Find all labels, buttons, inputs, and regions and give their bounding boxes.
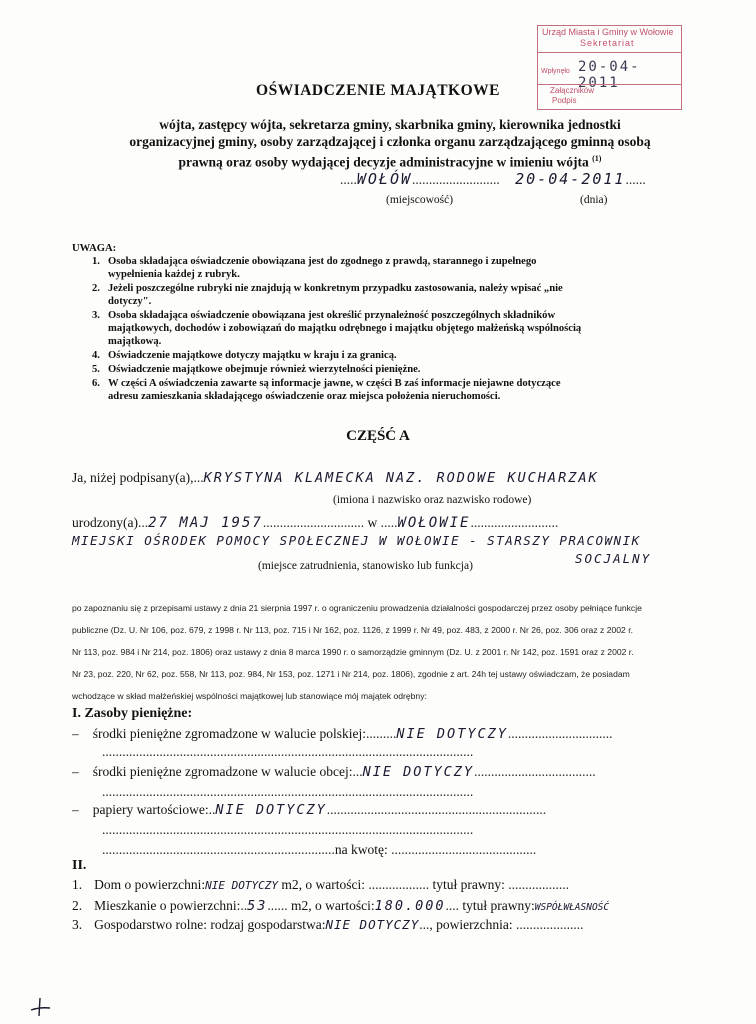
farm-type: NIE DOTYCZY xyxy=(325,917,420,932)
note-item: 5. Oświadczenie majątkowe obejmuje również wierzytelności pieniężne. xyxy=(92,364,421,375)
foreign-row: – środki pieniężne zgromadzone w walucie obcej:...NIE DOTYCZY.................................... xyxy=(72,764,596,780)
stamp-received-date: 20-04-2011 xyxy=(578,59,641,91)
stamp-department: Sekretariat xyxy=(580,38,635,48)
securities-label: papiery wartościowe: xyxy=(92,802,209,817)
note-item: 4. Oświadczenie majątkowe dotyczy majątku w kraju i za granicą. xyxy=(92,350,397,361)
stamp-office: Urząd Miasta i Gminy w Wołowie xyxy=(542,27,674,37)
securities-value: NIE DOTYCZY xyxy=(215,802,327,818)
securities-row: – papiery wartościowe:..NIE DOTYCZY................................................................. xyxy=(72,802,547,818)
employment-value-2: SOCJALNY xyxy=(575,551,652,566)
apartment-value: 180.000 xyxy=(374,898,446,914)
name-value: KRYSTYNA KLAMECKA NAZ. RODOWE KUCHARZAK xyxy=(203,470,599,486)
house-area: NIE DOTYCZY xyxy=(205,879,278,892)
pln-label: środki pieniężne zgromadzone w walucie polskiej: xyxy=(92,726,367,741)
amount-label: na kwotę: xyxy=(334,842,388,857)
foreign-label: środki pieniężne zgromadzone w walucie obcej: xyxy=(92,764,353,779)
notes-heading: UWAGA: xyxy=(72,243,117,254)
stamp-signature-label: Podpis xyxy=(552,96,577,105)
employment-label: (miejsce zatrudnienia, stanowisko lub funkcja) xyxy=(258,560,473,572)
subtitle-footnote: (1) xyxy=(592,154,602,163)
section-1-heading: I. Zasoby pieniężne: xyxy=(72,706,193,721)
apartment-title: WSPÓŁWŁASNOŚĆ xyxy=(534,902,610,913)
subtitle-line: wójta, zastępcy wójta, sekretarza gminy, skarbnika gminy, kierownika jednostki xyxy=(159,117,621,132)
securities-blank-line: .............................................................................................................. xyxy=(102,822,474,837)
name-prefix: Ja, niżej podpisany(a), xyxy=(72,470,194,485)
farm-row: 3. Gospodarstwo rolne: rodzaj gospodarstwa:NIE DOTYCZY..., powierzchnia: .................... xyxy=(72,917,584,932)
date-value: 20-04-2011 xyxy=(515,170,626,188)
legal-text: po zapoznaniu się z przepisami ustawy z dnia 21 sierpnia 1997 r. o ograniczeniu prowadzenia działalności gospodarczej przez osoby pełniące funkcje publiczne (Dz. U. Nr 106, poz. 679, z 1998 r. Nr 113, poz. 715 i Nr 162, poz. 1126, z 1999 r. Nr 49, poz. 483, z 2000 r. Nr 26, poz. 306 oraz z 2002 r. Nr 113, poz. 984 i Nr 214, poz. 1806) oraz ustawy z dnia 8 marca 1990 r. o samorządzie gminnym (Dz. U. z 2001 r. Nr 142, poz. 1591 oraz z 2002 r. Nr 23, poz. 220, Nr 62, poz. 558, Nr 113, poz. 984, Nr 153, poz. 1271 i Nr 214, poz. 1806), zgodnie z art. 24h tej ustawy oświadczam, że posiadam wchodzące w skład małżeńskiej wspólności majątkowej lub stanowiące mój majątek odrębny: xyxy=(72,603,642,701)
date-label: (dnia) xyxy=(580,194,608,206)
name-row: Ja, niżej podpisany(a),...KRYSTYNA KLAMECKA NAZ. RODOWE KUCHARZAK xyxy=(72,470,599,486)
part-a-heading: CZĘŚĆ A xyxy=(346,428,410,444)
subtitle-line: prawną oraz osoby wydającej decyzje administracyjne w imieniu wójta $^{(1)}$ xyxy=(178,154,602,170)
section-2-heading: II. xyxy=(72,858,87,873)
stamp-attachments-label: Załączników xyxy=(550,86,595,95)
amount-row: .....................................................................na kwotę: ........................................... xyxy=(102,842,537,857)
employment-row xyxy=(72,533,641,549)
born-in: w xyxy=(367,515,378,530)
note-item: 2. Jeżeli poszczególne rubryki nie znajdują w konkretnym przypadku zastosowania, należy wpisać „nie dotyczy". xyxy=(92,283,563,307)
born-date: 27 MAJ 1957 xyxy=(148,515,263,531)
place-label: (miejscowość) xyxy=(386,194,454,206)
house-row: 1. Dom o powierzchni:NIE DOTYCZY m2, o wartości: .................. tytuł prawny: .................. xyxy=(72,877,569,892)
born-prefix: urodzony(a) xyxy=(72,515,138,530)
employment-value: MIEJSKI OŚRODEK POMOCY SPOŁECZNEJ W WOŁOWIE - STARSZY PRACOWNIK xyxy=(72,533,641,548)
place-date-row: .....WOŁÓW.......................... 20-04-2011...... xyxy=(340,170,646,188)
document-subtitle xyxy=(105,116,675,171)
pln-row: – środki pieniężne zgromadzone w walucie polskiej:.........NIE DOTYCZY............................... xyxy=(72,726,613,742)
stamp-received-label: Wpłynęło xyxy=(541,68,570,75)
apartment-row: 2. Mieszkanie o powierzchni:..53...... m2, o wartości:180.000.... tytuł prawny:WSPÓŁWŁASNOŚĆ xyxy=(72,898,610,914)
note-item: 6. W części A oświadczenia zawarte są informacje jawne, w części B zaś informacje niejawne dotyczące adresu zamieszkania składającego oświadczenie oraz miejsca położenia nieruchomości. xyxy=(92,378,561,402)
pln-value: NIE DOTYCZY xyxy=(396,726,508,742)
note-item: 3. Osoba składająca oświadczenie obowiązana jest określić przynależność poszczególnych składników majątkowych, dochodów i zobowiązań do majątku odrębnego i majątku objętego małżeńską wspólnością majątkową. xyxy=(92,310,582,347)
pln-blank-line: .............................................................................................................. xyxy=(102,744,474,759)
apartment-area: 53 xyxy=(247,898,268,914)
place-value: WOŁÓW xyxy=(356,170,413,188)
name-label: (imiona i nazwisko oraz nazwisko rodowe) xyxy=(333,494,532,506)
document-title: OŚWIADCZENIE MAJĄTKOWE xyxy=(256,82,500,99)
foreign-blank-line: .............................................................................................................. xyxy=(102,784,474,799)
employment-row-2 xyxy=(575,551,651,567)
notes-list xyxy=(92,255,728,403)
born-place: WOŁOWIE xyxy=(397,515,471,531)
birth-row: urodzony(a)...27 MAJ 1957.............................. w .....WOŁOWIE.......................... xyxy=(72,515,559,531)
subtitle-line: organizacyjnej gminy, osoby zarządzającej i członka organu zarządzającego gminną osobą xyxy=(129,134,651,149)
initials-mark xyxy=(28,996,56,1020)
foreign-value: NIE DOTYCZY xyxy=(362,764,475,780)
note-item: 1. Osoba składająca oświadczenie obowiązana jest do zgodnego z prawdą, starannego i zupełnego wypełnienia każdej z rubryk. xyxy=(92,256,537,280)
